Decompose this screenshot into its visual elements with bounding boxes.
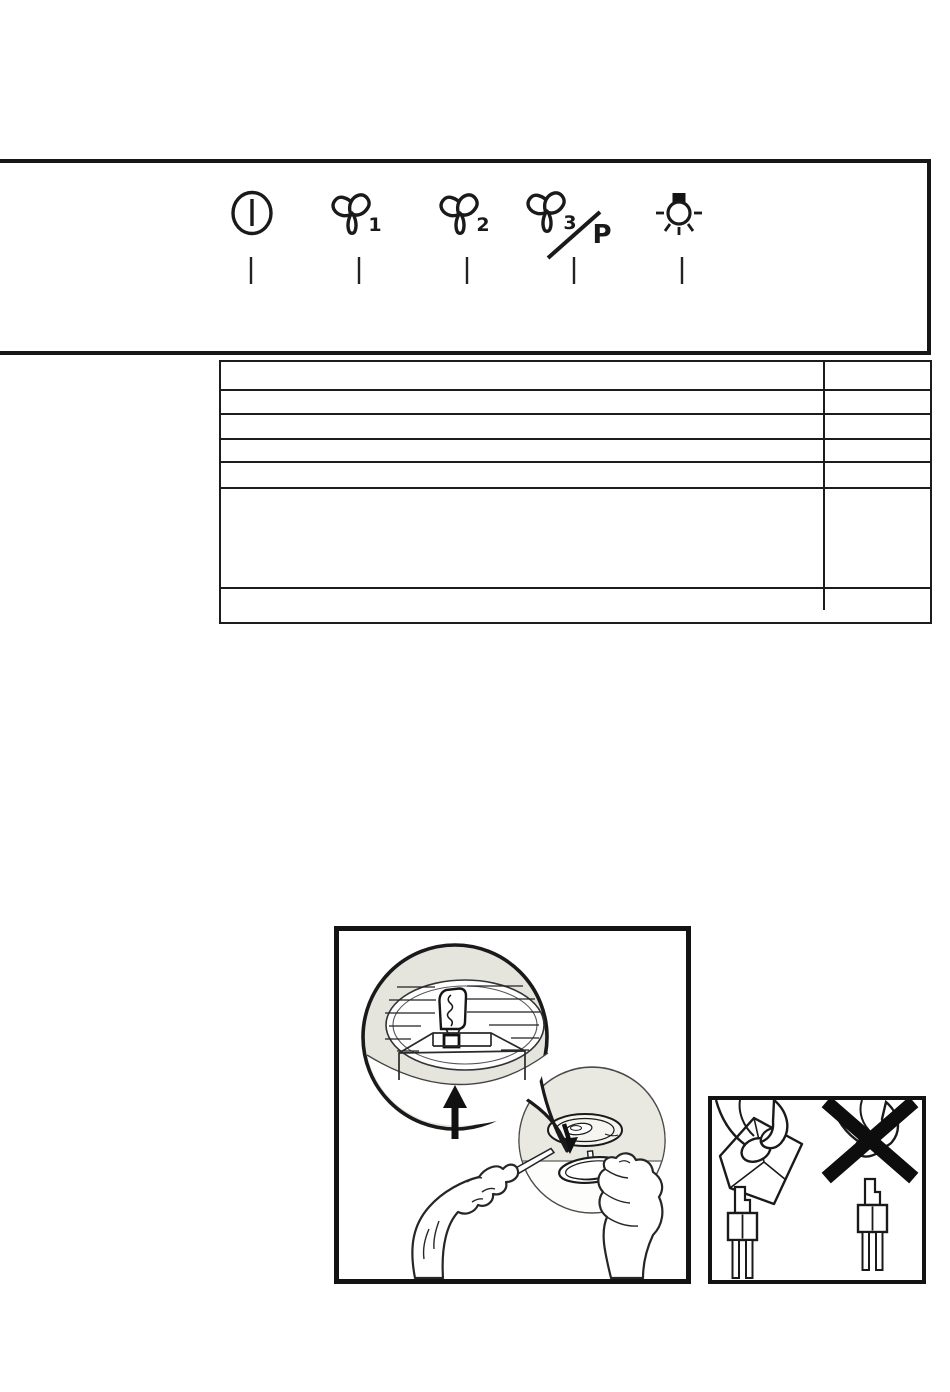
light-icon [656,193,702,235]
settings-table [219,360,932,624]
right-hand [598,1153,662,1278]
table-cell [221,415,823,438]
left-hand [412,1165,518,1278]
table-cell [823,589,930,610]
table-row [221,438,930,461]
table-cell [221,463,823,487]
table-row [221,587,930,610]
fan-speed-1-icon [330,192,382,236]
table-cell [221,391,823,413]
table-row [221,487,930,587]
wrong-grip-figure [822,1100,919,1270]
fan-speed-2-icon [438,192,490,236]
table-cell [823,415,930,438]
bulb-replacement-graphic [339,931,686,1279]
table-cell [221,362,823,389]
button-position-ticks [251,257,682,284]
table-cell [823,362,930,389]
table-row [221,461,930,487]
control-panel-box [0,159,931,355]
table-cell [823,440,930,461]
correct-grip-figure [716,1100,802,1278]
control-panel-graphic [0,163,927,351]
table-row [221,362,930,389]
halogen-bulb-icon [728,1187,757,1278]
fan-speed-3-intensive-icon [525,190,612,258]
power-icon [233,193,271,234]
halogen-handling-graphic [712,1100,922,1280]
halogen-handling-illustration [708,1096,926,1284]
table-cell [221,489,823,587]
table-cell [823,489,930,587]
fan-speed-3-label: 3 [563,212,577,234]
cross-icon [822,1100,919,1183]
table-row [221,413,930,438]
fan-speed-2-label: 2 [476,214,490,236]
table-row [221,389,930,413]
table-cell [823,391,930,413]
table-cell [823,463,930,487]
halogen-bulb-icon [858,1179,887,1270]
bulb-replacement-illustration [334,926,691,1284]
fan-speed-1-label: 1 [368,214,382,236]
table-cell [221,440,823,461]
table-cell [221,589,823,610]
intensive-label: P [592,220,612,250]
